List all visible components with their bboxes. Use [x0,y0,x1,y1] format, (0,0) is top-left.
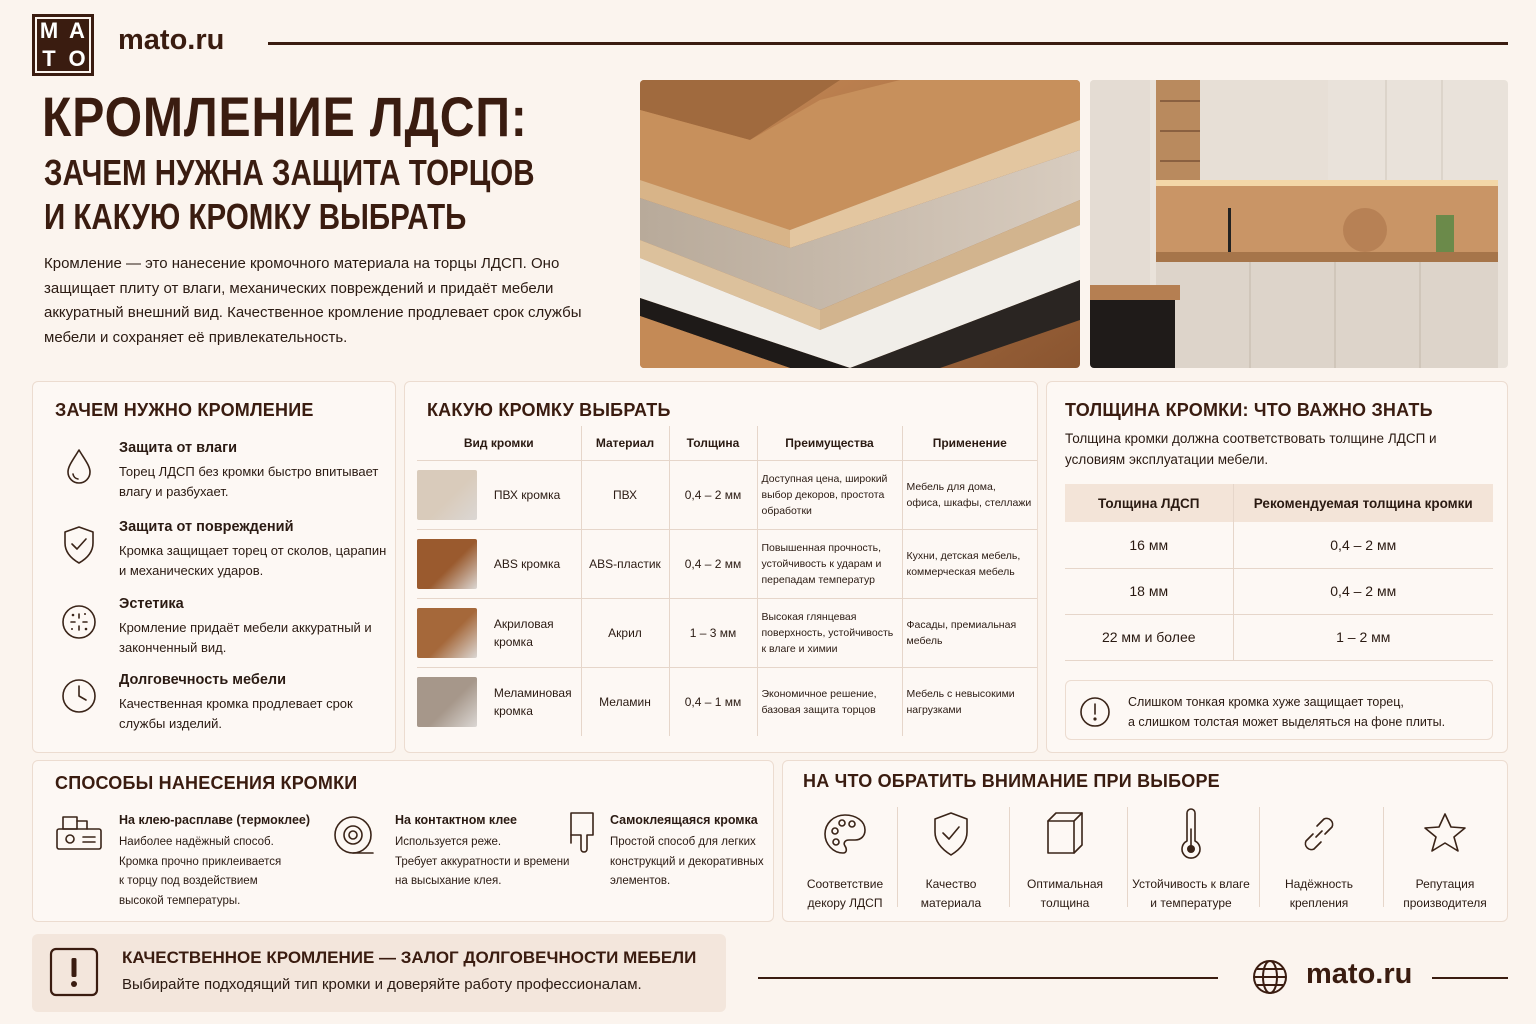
attention-label-line: Устойчивость к влаге [1132,877,1250,891]
edge-thickness: 0,4 – 2 мм [1233,522,1493,568]
method-desc-line: Используется реже. [395,836,502,848]
thickness-note [1065,680,1493,740]
swatch-fill [417,539,477,589]
attention-label-line: Оптимальная [1026,877,1103,891]
why-item-desc: Торец ЛДСП без кромки быстро впитывает влагу и разбухает. [119,464,379,499]
edge-swatch [417,598,486,667]
method-desc-line: Требует аккуратности и времени [395,855,570,868]
method-desc-line: элементов. [610,875,671,887]
edge-material: ABS-пластик [581,529,669,598]
column-header: Толщина ЛДСП [1065,484,1233,522]
edge-swatch [417,460,486,529]
attention-card [782,760,1508,922]
why-item-desc: Кромка защищает торец от сколов, царапин и механических ударов. [119,543,387,578]
edge-thickness: 1 – 3 мм [669,598,757,667]
why-item-desc: Кромление придаёт мебели аккуратный и законченный вид. [119,620,372,655]
globe-icon [1250,957,1290,997]
attention-label [1257,875,1381,913]
thickness-card [1046,381,1508,753]
ldsp-boards-photo [640,80,1080,368]
star-icon [1383,807,1507,861]
attention-label [1383,875,1507,913]
method-title: На клею-расплаве (термоклее) [119,813,311,827]
choose-card [404,381,1038,753]
swatch-fill [417,470,477,520]
ldsp-thickness: 18 мм [1065,568,1233,614]
thickness-desc: Толщина кромки должна соответствовать толщине ЛДСП и условиям эксплуатации мебели. [1065,431,1437,467]
table-row [1065,568,1493,614]
edge-use: Мебель для дома, офиса, шкафы, стеллажи [902,460,1037,529]
why-item-title: Эстетика [119,596,184,612]
cube-icon [1003,807,1127,861]
attention-title: НА ЧТО ОБРАТИТЬ ВНИМАНИЕ ПРИ ВЫБОРЕ [803,771,1220,791]
logo-letter: М [39,18,59,43]
edge-name: Меламиновая кромка [493,685,572,718]
shield-check-icon [889,807,1013,861]
method-desc-line: конструкций и декоративных [610,855,764,868]
note-line: а слишком толстая может выделяться на фоне плиты. [1128,715,1446,729]
method-desc-line: Простой способ для легких [610,836,756,848]
footer-divider [1432,977,1508,979]
table-row [1065,522,1493,568]
attention-label-line: толщина [1040,896,1090,910]
header-divider [268,42,1508,45]
self-adhesive-tape-icon [565,809,599,861]
page-subtitle-line1: ЗАЧЕМ НУЖНА ЗАЩИТА ТОРЦОВ [44,152,535,193]
edge-use: Фасады, премиальная мебель [902,598,1037,667]
thickness-table [1065,484,1493,661]
edge-pros: Повышенная прочность, устойчивость к ударам и перепадам температур [757,529,902,598]
attention-label [1129,875,1253,913]
column-header: Применение [902,426,1037,460]
choose-title: КАКУЮ КРОМКУ ВЫБРАТЬ [427,400,671,420]
attention-item [1257,807,1381,913]
swatch-fill [417,677,477,727]
intro-text: Кромление — это нанесение кромочного материала на торцы ЛДСП. Оно защищает плиту от влаги, механических повреждений и придаёт мебели аккуратный внешний вид. Качественное кромление продлевает срок службы мебели и сохраняет её привлекательность. [44,255,582,346]
edge-pros: Экономичное решение, базовая защита торцов [757,667,902,736]
exclamation-icon [48,946,100,998]
method-title: Самоклеящаяся кромка [610,813,758,827]
note-line: Слишком тонкая кромка хуже защищает торец, [1128,695,1404,709]
logo [32,14,94,76]
kitchen-photo [1090,80,1508,368]
edge-pros: Высокая глянцевая поверхность, устойчивость к влаге и химии [757,598,902,667]
edge-roll-icon [329,811,379,861]
why-item-title: Долговечность мебели [119,672,287,688]
logo-letter: Т [42,46,56,71]
ldsp-thickness: 16 мм [1065,522,1233,568]
edge-material: Акрил [581,598,669,667]
method-title: На контактном клее [395,813,518,827]
ldsp-thickness: 22 мм и более [1065,614,1233,660]
edge-name: ПВХ кромка [486,460,581,529]
attention-label-line: производителя [1403,896,1487,910]
table-row [417,460,1037,529]
why-item-desc: Качественная кромка продлевает срок службы изделий. [119,696,353,731]
footer-site[interactable]: mato.ru [1306,958,1413,990]
attention-item [889,807,1013,913]
method-desc-line: Наиболее надёжный способ. [119,836,274,848]
why-item-title: Защита от повреждений [119,519,294,535]
edge-pros: Доступная цена, широкий выбор декоров, простота обработки [757,460,902,529]
attention-label-line: материала [920,896,982,910]
edge-name: ABS кромка [486,529,581,598]
divider [1127,807,1128,907]
water-drop-icon [59,444,99,488]
sparkle-icon [59,600,99,644]
method-desc-line: высокой температуры. [119,894,241,907]
edge-swatch [417,529,486,598]
thickness-title: ТОЛЩИНА КРОМКИ: ЧТО ВАЖНО ЗНАТЬ [1065,400,1433,420]
attention-label-line: крепления [1289,896,1349,910]
edge-material: Меламин [581,667,669,736]
column-header: Вид кромки [417,426,581,460]
methods-title: СПОСОБЫ НАНЕСЕНИЯ КРОМКИ [55,773,358,793]
attention-label-line: Качество [925,877,977,891]
logo-letter: А [69,18,85,43]
clock-icon [59,676,99,720]
edge-use: Кухни, детская мебель, коммерческая мебель [902,529,1037,598]
edge-use: Мебель с невысокими нагрузками [902,667,1037,736]
methods-card [32,760,774,922]
why-item-title: Защита от влаги [119,440,238,456]
attention-label-line: и температуре [1150,896,1232,910]
link-icon [1257,807,1381,861]
banner-title: КАЧЕСТВЕННОЕ КРОМЛЕНИЕ — ЗАЛОГ ДОЛГОВЕЧНОСТИ МЕБЕЛИ [122,948,697,967]
warning-circle-icon [1078,695,1112,729]
edge-swatch [417,667,486,736]
attention-label [1003,875,1127,913]
table-row [417,529,1037,598]
method-desc [395,833,569,892]
banner-text: Выбирайте подходящий тип кромки и доверяйте работу профессионалам. [122,976,642,993]
column-header: Материал [581,426,669,460]
column-header: Толщина [669,426,757,460]
attention-label-line: Надёжность [1284,877,1354,891]
method-desc [119,833,281,911]
attention-label-line: декору ЛДСП [807,896,883,910]
logo-letter: О [68,46,86,71]
table-header-row [417,426,1037,460]
edge-thickness: 0,4 – 2 мм [1233,568,1493,614]
table-row [417,598,1037,667]
method-desc [610,833,764,892]
table-row [417,667,1037,736]
swatch-fill [417,608,477,658]
attention-label-line: Репутация [1415,877,1475,891]
why-title: ЗАЧЕМ НУЖНО КРОМЛЕНИЕ [55,400,314,420]
column-header: Рекомендуемая толщина кромки [1233,484,1493,522]
method-desc-line: Кромка прочно приклеивается [119,855,282,868]
attention-label-line: Соответствие [806,877,884,891]
thermometer-icon [1129,807,1253,861]
site-name[interactable]: mato.ru [118,24,225,56]
footer-divider [758,977,1218,979]
edge-types-table [417,426,1037,736]
edge-thickness: 0,4 – 2 мм [669,529,757,598]
page-title: КРОМЛЕНИЕ ЛДСП: [42,85,528,148]
attention-label [889,875,1013,913]
why-card [32,381,396,753]
table-header-row [1065,484,1493,522]
edge-thickness: 0,4 – 2 мм [669,460,757,529]
page-subtitle-line2: И КАКУЮ КРОМКУ ВЫБРАТЬ [44,196,467,237]
shield-check-icon [59,523,99,567]
edge-banding-machine-icon [53,811,105,855]
attention-item [1129,807,1253,913]
edge-name: Акриловая кромка [486,598,581,667]
attention-item [1383,807,1507,913]
edge-thickness: 1 – 2 мм [1233,614,1493,660]
attention-item [1003,807,1127,913]
method-desc-line: к торцу под воздействием [119,875,258,887]
footer-banner [32,934,726,1012]
method-desc-line: на высыхание клея. [395,875,502,887]
edge-thickness: 0,4 – 1 мм [669,667,757,736]
table-row [1065,614,1493,660]
column-header: Преимущества [757,426,902,460]
edge-material: ПВХ [581,460,669,529]
